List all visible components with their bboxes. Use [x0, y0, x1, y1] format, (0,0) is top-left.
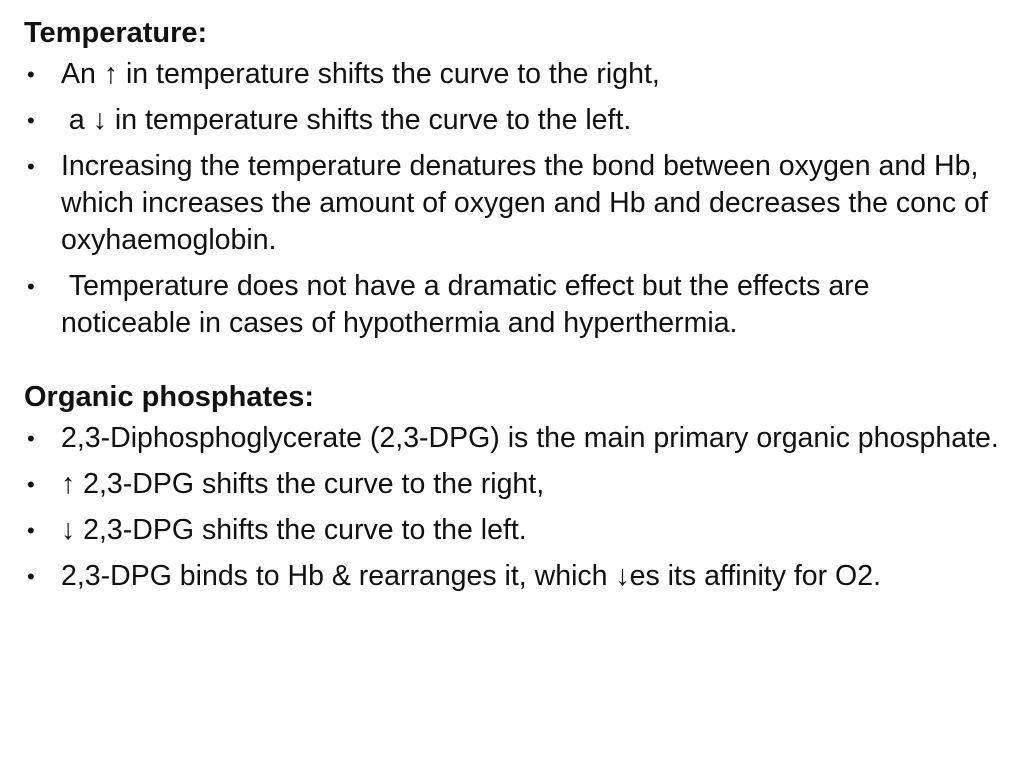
list-item	[24, 102, 1004, 139]
list-item-text: ↑ 2,3-DPG shifts the curve to the right,	[61, 468, 545, 500]
list-item-text: ↓ 2,3-DPG shifts the curve to the left.	[61, 514, 527, 546]
bullet-dot-icon: •	[27, 108, 35, 133]
bullet-list-organic-phosphates	[24, 420, 1004, 595]
list-item-text: Increasing the temperature denatures the bond between oxygen and Hb, which increases the amount of oxygen and Hb and decreases the conc of oxyhaemoglobin.	[61, 150, 988, 256]
bullet-list-temperature	[24, 56, 1004, 342]
section-organic-phosphates	[24, 378, 1004, 595]
list-item	[24, 558, 1004, 595]
bullet-dot-icon: •	[27, 274, 35, 299]
bullet-dot-icon: •	[27, 154, 35, 179]
list-item-text: Temperature does not have a dramatic effect but the effects are noticeable in cases of hypothermia and hyperthermia.	[61, 270, 878, 339]
section-heading-temperature: Temperature:	[24, 17, 208, 49]
section-temperature	[24, 14, 1004, 342]
slide-content	[24, 14, 1004, 604]
list-item	[24, 512, 1004, 549]
list-item	[24, 268, 1004, 342]
list-item	[24, 148, 1004, 259]
list-item-text: An ↑ in temperature shifts the curve to the right,	[61, 58, 660, 90]
bullet-dot-icon: •	[27, 426, 35, 451]
bullet-dot-icon: •	[27, 564, 35, 589]
section-heading-organic-phosphates: Organic phosphates:	[24, 381, 315, 413]
bullet-dot-icon: •	[27, 472, 35, 497]
bullet-dot-icon: •	[27, 62, 35, 87]
list-item-text: 2,3-DPG binds to Hb & rearranges it, which ↓es its affinity for O2.	[61, 560, 881, 592]
bullet-dot-icon: •	[27, 518, 35, 543]
list-item	[24, 420, 1004, 457]
list-item-text: 2,3-Diphosphoglycerate (2,3-DPG) is the main primary organic phosphate.	[61, 422, 999, 454]
list-item	[24, 56, 1004, 93]
list-item-text: a ↓ in temperature shifts the curve to the left.	[61, 104, 632, 136]
list-item	[24, 466, 1004, 503]
